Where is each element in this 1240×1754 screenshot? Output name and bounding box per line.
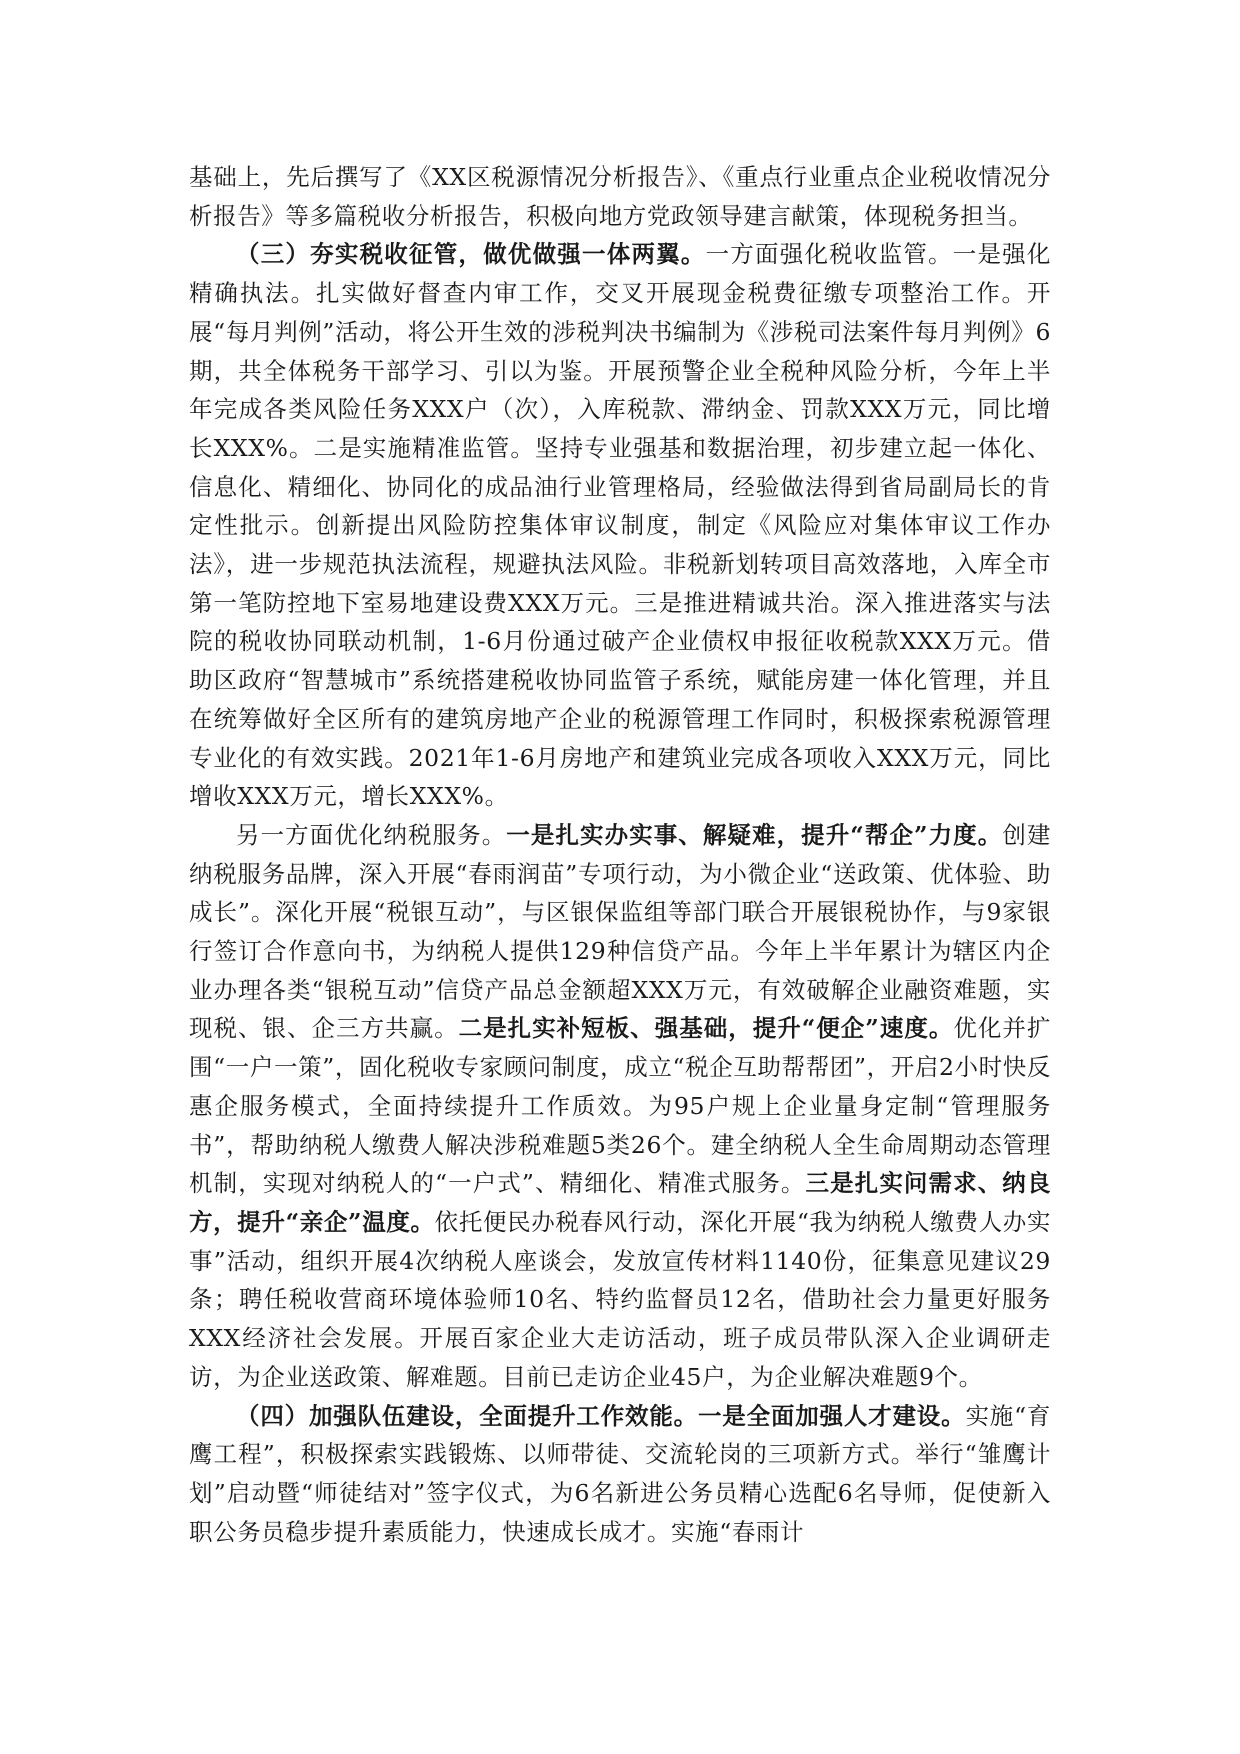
point-2-text: 优化并扩围“一户一策”，固化税收专家顾问制度，成立“税企互助帮帮团”，开启2小时快反惠企服务模式，全面持续提升工作质效。为95户规上企业量身定制“管理服务书”，帮助纳税人缴费人解决涉税难题5类26个。建全纳税人全生命周期动态管理机制，实现对纳税人的“一户式”、精细化、精准式服务。 <box>189 1014 1051 1198</box>
paragraph-3-intro: 另一方面优化纳税服务。 <box>236 820 507 849</box>
paragraph-1-text: 基础上，先后撰写了《XX区税源情况分析报告》、《重点行业重点企业税收情况分析报告》等多篇税收分析报告，积极向地方党政领导建言献策，体现税务担当。 <box>189 163 1051 230</box>
point-1-text: 创建纳税服务品牌，深入开展“春雨润苗”专项行动，为小微企业“送政策、优体验、助成长”。深化开展“税银互动”，与区银保监组等部门联合开展银税协作，与9家银行签订合作意向书，为纳税人提供129种信贷产品。今年上半年累计为辖区内企业办理各类“银税互动”信贷产品总金额超XXX万元，有效破解企业融资难题，实现税、银、企三方共赢。 <box>189 820 1051 1043</box>
point-1-heading: 一是扎实办实事、解疑难，提升“帮企”力度。 <box>506 820 1003 849</box>
point-3-heading: 三是扎实问需求、纳良方，提升“亲企”温度。 <box>189 1169 1051 1236</box>
point-2-heading: 二是扎实补短板、强基础，提升“便企”速度。 <box>458 1014 954 1043</box>
section-3-heading: （三）夯实税收征管，做优做强一体两翼。 <box>236 240 706 269</box>
document-body <box>189 158 1051 1551</box>
paragraph-4-text: 实施“育鹰工程”，积极探索实践锻炼、以师带徒、交流轮岗的三项新方式。举行“雏鹰计划”启动暨“师徒结对”签字仪式，为6名新进公务员精心选配6名导师，促使新入职公务员稳步提升素质能力，快速成长成才。实施“春雨计 <box>189 1401 1051 1546</box>
paragraph-3 <box>189 816 1051 1397</box>
paragraph-4 <box>189 1397 1051 1552</box>
point-3-text: 依托便民办税春风行动，深化开展“我为纳税人缴费人办实事”活动，组织开展4次纳税人座谈会，发放宣传材料1140份，征集意见建议29条；聘任税收营商环境体验师10名、特约监督员12名，借助社会力量更好服务XXX经济社会发展。开展百家企业大走访活动，班子成员带队深入企业调研走访，为企业送政策、解难题。目前已走访企业45户，为企业解决难题9个。 <box>189 1207 1051 1391</box>
paragraph-1 <box>189 158 1051 235</box>
paragraph-2 <box>189 235 1051 816</box>
paragraph-2-text: 一方面强化税收监管。一是强化精确执法。扎实做好督查内审工作，交叉开展现金税费征缴专项整治工作。开展“每月判例”活动，将公开生效的涉税判决书编制为《涉税司法案件每月判例》6期，共全体税务干部学习、引以为鉴。开展预警企业全税种风险分析，今年上半年完成各类风险任务XXX户（次），入库税款、滞纳金、罚款XXX万元，同比增长XXX%。二是实施精准监管。坚持专业强基和数据治理，初步建立起一体化、信息化、精细化、协同化的成品油行业管理格局，经验做法得到省局副局长的肯定性批示。创新提出风险防控集体审议制度，制定《风险应对集体审议工作办法》，进一步规范执法流程，规避执法风险。非税新划转项目高效落地，入库全市第一笔防控地下室易地建设费XXX万元。三是推进精诚共治。深入推进落实与法院的税收协同联动机制，1-6月份通过破产企业债权申报征收税款XXX万元。借助区政府“智慧城市”系统搭建税收协同监管子系统，赋能房建一体化管理，并且在统筹做好全区所有的建筑房地产企业的税源管理工作同时，积极探索税源管理专业化的有效实践。2021年1-6月房地产和建筑业完成各项收入XXX万元，同比增收XXX万元，增长XXX%。 <box>189 240 1051 811</box>
section-4-heading: （四）加强队伍建设，全面提升工作效能。一是全面加强人才建设。 <box>236 1401 966 1430</box>
